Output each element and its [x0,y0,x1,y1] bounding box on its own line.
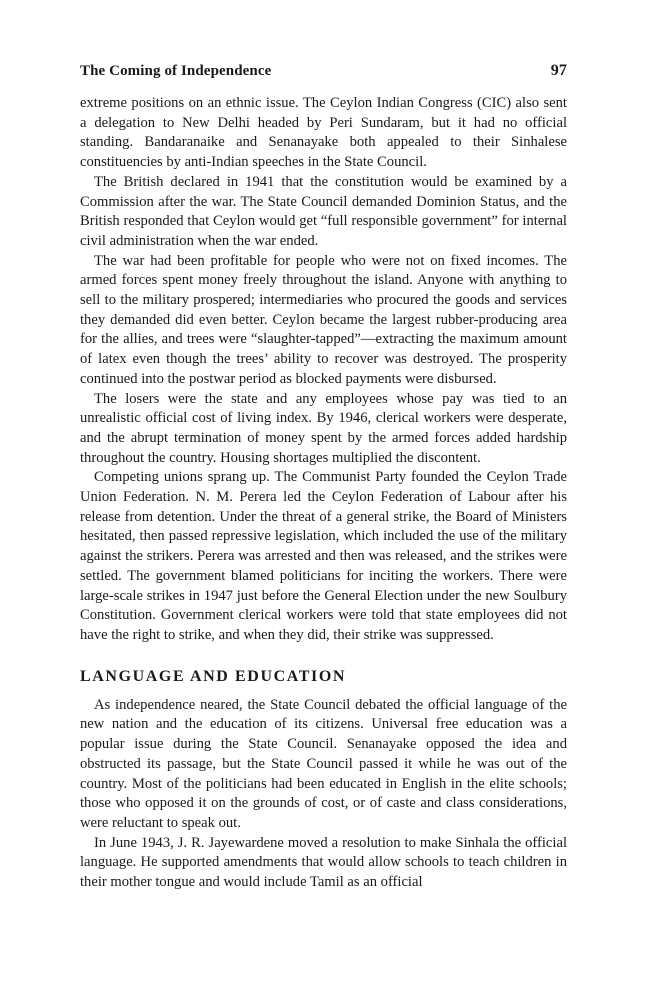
page-number: 97 [550,62,567,79]
running-head [80,62,567,80]
paragraph: The war had been profitable for people who were not on fixed incomes. The armed forces spent money freely throughout the island. Anyone with anything to sell to the military prospered; intermediaries who procured the goods and services they demanded did even better. Ceylon became the largest rubber-producing area for the allies, and trees were “slaughter-tapped”—extracting the maximum amount of latex even though the trees’ ability to recover was destroyed. The prosperity continued into the postwar period as blocked payments were disbursed. [80,252,567,387]
paragraph: As independence neared, the State Council debated the official language of the new nation and the education of its citizens. Universal free education was a popular issue during the State Council. Senanayake opposed the idea and obstructed its passage, but the State Council passed it while he was out of the country. Most of the politicians had been educated in English in the elite schools; those who opposed it on the grounds of cost, or of caste and class considerations, were reluctant to speak out. [80,696,567,831]
section-heading: LANGUAGE AND EDUCATION [80,667,347,685]
body-text [80,94,567,646]
paragraph: The British declared in 1941 that the constitution would be examined by a Commission after the war. The State Council demanded Dominion Status, and the British responded that Ceylon would get “full responsible government” for internal civil administration when the war ended. [80,173,567,249]
paragraph: In June 1943, J. R. Jayewardene moved a resolution to make Sinhala the official language. He supported amendments that would allow schools to teach children in their mother tongue and would include Tamil as an official [80,834,567,891]
paragraph-continued: extreme positions on an ethnic issue. The Ceylon Indian Congress (CIC) also sent a delegation to New Delhi headed by Peri Sundaram, but it had no official standing. Bandaranaike and Senanayake both appealed to their Sinhalese constituencies by anti-Indian speeches in the State Council. [80,95,567,171]
book-page [80,62,567,893]
paragraph: The losers were the state and any employees whose pay was tied to an unrealistic official cost of living index. By 1946, clerical workers were desperate, and the abrupt termination of money spent by the armed forces added hardship throughout the country. Housing shortages multiplied the discontent. [80,390,567,466]
chapter-title: The Coming of Independence [80,63,272,79]
paragraph: Competing unions sprang up. The Communist Party founded the Ceylon Trade Union Federation. N. M. Perera led the Ceylon Federation of Labour after his release from detention. Under the threat of a general strike, the Board of Ministers hesitated, then passed repressive legislation, which included the use of the military against the strikers. Perera was arrested and then was released, and the strikes were settled. The government blamed politicians for inciting the workers. There were large-scale strikes in 1947 just before the General Election under the new Soulbury Constitution. Government clerical workers were told that state employees did not have the right to strike, and when they did, their strike was suppressed. [80,469,567,643]
section-body [80,696,567,893]
